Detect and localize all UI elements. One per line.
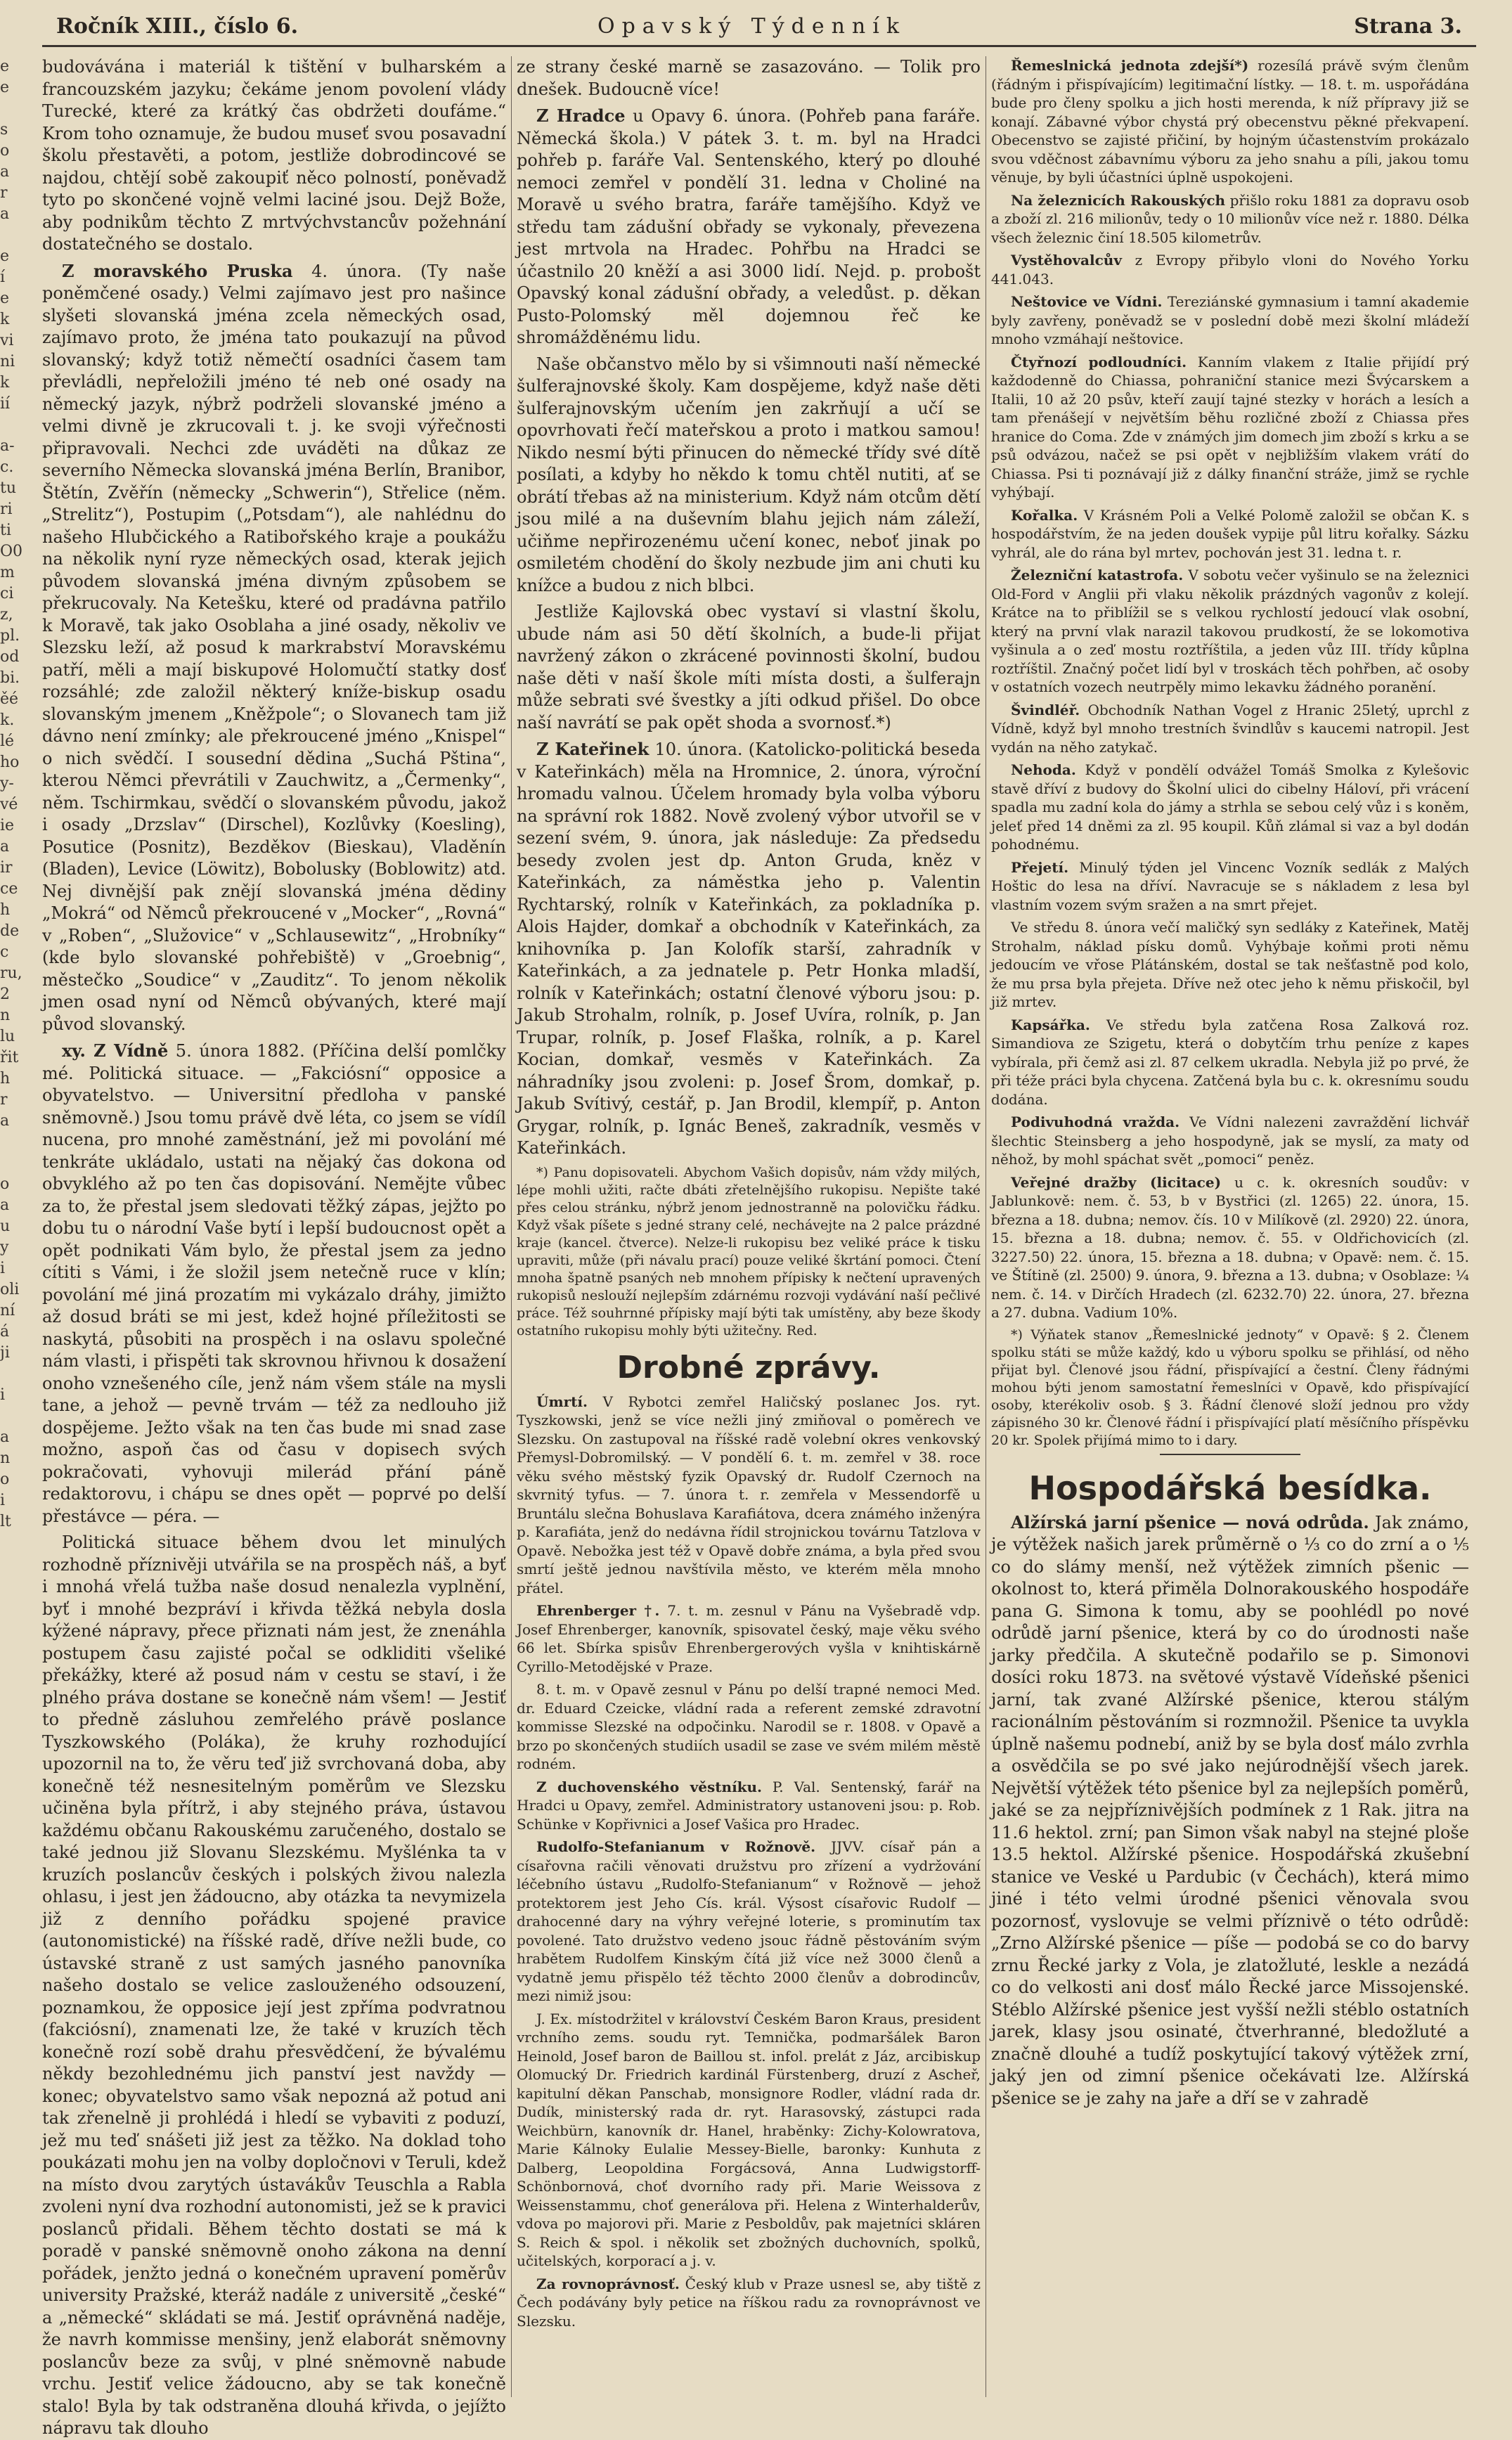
article xyxy=(991,353,1469,502)
article-text: Minulý týden jel Vincenc Vozník sedlák z Malých Hoštic do lesa na dříví. Navracuje se s nákladem z lesa byl vlastním vozem svým sražen a na smrt přejet. xyxy=(991,858,1469,913)
article-text: V Rybotci zemřel Haličský poslanec Jos. ryt. Tyszkowski, jenž se více nežli jiný zmiňoval o poměrech ve Slezsku. On zastupoval na říšské radě volební okres venkovský Přemysl-Dobromilský. — V pondělí 6. t. m. zemřel v 38. roce věku svého městský fyzik Opavský dr. Rudolf Czernoch na skvrnitý tyfus. — 7. února t. r. zemřela v Messendorfě u Bruntálu slečna Bohuslava Karafiátova, dcera známého inženýra p. Karafiáta, jenž do nedávna řídil strojnickou továrnu Tatzlova v Opavě. Nebožka jest též v Opavě dobře známa, a byla před svou smrtí ještě jednou navštívila město, ve kterém měla mnoho přátel. xyxy=(517,1393,981,1596)
article-text: Naše občanstvo mělo by si všimnouti naší německé šulferajnovské školy. Kam dospějeme, když naše děti šulferajnovským učením jen zakrňují a učí se opovrhovati řečí mateřskou a proto i matkou samou! Nikdo nesmí býti přinucen do německé třídy své dítě posílati, a kdyby ho někdo k tomu chtěl nutiti, ať se obrátí třebas až na ministerium. Když nám otcům dětí jsou milé a na duševním blahu jejich nám záleží, učiňme nepřirozenému učení konec, neboť jinak po osmiletém chodění do školy nezbude jim ani chuti ku knížce a budou z nich blbci. xyxy=(517,354,981,595)
margin-fragment: y xyxy=(0,1239,9,1256)
margin-fragment: y- xyxy=(0,775,14,792)
article-heading: Alžírská jarní pšenice — nová odrůda. xyxy=(1011,1511,1369,1532)
article xyxy=(991,1016,1469,1109)
article xyxy=(517,601,981,734)
article-heading: Kořalka. xyxy=(1011,506,1078,524)
article xyxy=(42,1040,506,1528)
margin-fragment: lé xyxy=(0,732,15,750)
article xyxy=(517,1778,981,1834)
article xyxy=(517,2010,981,2271)
article xyxy=(517,738,981,1160)
margin-fragment: ci xyxy=(0,585,14,602)
article-text: Český klub v Praze usnesl se, aby tiště z Čech podávány byly petice na říškou radu za rovnoprávnost ve Slezsku. xyxy=(517,2275,981,2330)
article xyxy=(517,1601,981,1676)
margin-fragment: ce xyxy=(0,880,18,898)
article-heading: Železniční katastrofa. xyxy=(1011,567,1184,583)
margin-fragment: ji xyxy=(0,1344,10,1362)
article-heading: Nehoda. xyxy=(1011,761,1076,778)
margin-fragment: n xyxy=(0,1007,11,1024)
article xyxy=(517,2275,981,2331)
article-heading: Úmrtí. xyxy=(536,1393,588,1410)
article-heading: xy. Z Vídně xyxy=(62,1040,169,1061)
article xyxy=(991,918,1469,1012)
margin-fragment: e xyxy=(0,247,10,265)
article xyxy=(991,1113,1469,1169)
article xyxy=(42,260,506,1036)
article-heading: Kapsářka. xyxy=(1011,1016,1090,1033)
margin-fragment: ni xyxy=(0,353,15,370)
article-text: Obchodník Nathan Vogel z Hranic 25letý, uprchl z Vídně, když byl mnoho trestních švindlův s kaucemi natropil. Jest vydán na něho zatykač. xyxy=(991,701,1469,756)
margin-fragment: oli xyxy=(0,1281,20,1298)
margin-fragment: pl. xyxy=(0,627,20,645)
margin-fragment: ru, xyxy=(0,964,22,982)
margin-fragment: a xyxy=(0,205,10,223)
margin-fragment: h xyxy=(0,901,11,919)
margin-fragment: a- xyxy=(0,437,15,455)
article-heading: Podivuhodná vražda. xyxy=(1011,1114,1180,1130)
margin-fragment: u xyxy=(0,1218,11,1235)
margin-fragment: r xyxy=(0,184,8,202)
article-text: budovávána i materiál k tištění v bulharském a francouzském jazyku; čekáme jenom povolení vlády Turecké, které za krátký čas obdržeti doufáme.“ Krom toho oznamuje, že budou museť svou posavadní školu přestavěti, a potom, jestliže dobrodincové se najdou, chtějí sobě zakoupiť něco polností, poněvadž tyto po skončené vojně velmi laciné jsou. Dejž Bože, aby podnikům těchto Z mrtvýchvstancův požehnání dostatečného se dostalo. xyxy=(42,57,506,254)
margin-fragment: a xyxy=(0,1196,10,1214)
page-header xyxy=(42,10,1476,42)
margin-fragment: ir xyxy=(0,859,13,877)
margin-fragment: r xyxy=(0,1091,8,1109)
column-1 xyxy=(42,56,506,2438)
margin-fragment xyxy=(0,225,28,246)
margin-fragment: de xyxy=(0,922,20,940)
article-text: *) Výňatek stanov „Řemeslnické jednoty“ v Opavě: § 2. Členem spolku státi se může každý, kdo u výboru spolku se přihlásí, od něho přijat byl. Členové jsou řádní, přispívající a čestní. Členy řádnými mohou býti jenom samostatní řemeslníci v Opavě, kdo přispívající osoby, kterékoliv osob. § 3. Řádní členové složí jednou pro vždy zápisného 30 kr. Členové řádní i přispívající platí měsíčního příspěvku 20 kr. Spolek přijímá mimo to i dary. xyxy=(991,1326,1469,1448)
margin-fragment: i xyxy=(0,1386,6,1404)
margin-fragment: e xyxy=(0,58,10,75)
margin-fragment xyxy=(0,98,28,120)
article-text: *) Panu dopisovateli. Abychom Vašich dopisův, nám vždy milých, lépe mohli užiti, račte dbáti zřetelnějšího rukopisu. Nepište také přes celou stránku, nýbrž jenom jednostranně na polovičku řádku. Když však píšete s jedné strany celé, nechávejte na 2 palce prázdné kraje (kancel. čtverce). Nelze-li rukopisu bez veliké práce k tisku upraviti, může (při návalu prací) pouze veliké škrtání pomoci. Čtení mnoha špatně psaných neb mnohem přípisky k nečtení upravených rukopisů neslouží nejlepším zdárnému rozvoji vydávání naší pečlivé práce. Též souhrnné přípisky mají býti tak umístěny, aby beze škody ostatního rukopisu mohly býti užitečny. Red. xyxy=(517,1164,981,1338)
article-text: 7. t. m. zesnul v Pánu na Vyšebradě vdp. Josef Ehrenberger, kanovník, spisovatel český, maje věku svého 66 let. Sbírka spisův Ehrenbergerových vyšla v knihtiskárně Cyrillo-Metodějské v Praze. xyxy=(517,1602,981,1675)
article xyxy=(991,1511,1469,2110)
margin-fragment: bi. xyxy=(0,669,20,687)
article xyxy=(517,1838,981,2006)
footnote xyxy=(517,1164,981,1340)
margin-fragment: c xyxy=(0,943,9,961)
article-heading: Z duchovenského věstníku. xyxy=(536,1778,763,1795)
section-title: Hospodářská besídka. xyxy=(1028,1468,1432,1507)
column-2 xyxy=(517,56,981,2397)
margin-fragment: lt xyxy=(0,1513,11,1530)
margin-fragment: k xyxy=(0,374,10,392)
margin-fragment: a xyxy=(0,1428,10,1446)
article xyxy=(991,566,1469,697)
article xyxy=(991,56,1469,187)
article xyxy=(517,56,981,101)
margin-fragment: o xyxy=(0,1471,10,1488)
margin-fragment: s xyxy=(0,121,8,138)
margin-fragment: ní xyxy=(0,1302,15,1319)
margin-fragment xyxy=(0,1132,28,1153)
margin-fragment: a xyxy=(0,1112,10,1130)
margin-fragment: ho xyxy=(0,754,20,771)
article xyxy=(991,858,1469,915)
margin-fragment: od xyxy=(0,648,20,666)
article xyxy=(517,1680,981,1774)
article-text: Když v pondělí odvážel Tomáš Smolka z Kylešovic stavě dříví z budovy do Školní ulici do cibelny Háloví, při vrácení spadla mu zadní kola do jámy a strhla se sebou celý vůz i s koněm, jeleť před 14 dněmi za zl. 95 koupil. Kůň zlámal si vaz a byl dodán pohodnému. xyxy=(991,761,1469,853)
column-divider xyxy=(511,56,512,2397)
article-text: V Krásném Poli a Velké Polomě založil se občan K. s hospodářstvím, že na jeden doušek vypije půl litru kořalky. Sázku vyhrál, ale do rána byl mrtev, pochován jest 31. ledna t. r. xyxy=(991,506,1469,561)
margin-fragment: e xyxy=(0,79,10,96)
article-heading: Z Hradce xyxy=(536,105,626,126)
article xyxy=(991,292,1469,349)
margin-fragment: a xyxy=(0,838,10,856)
article-heading: Z moravského Pruska xyxy=(62,260,293,281)
margin-fragment xyxy=(0,1153,28,1174)
article-heading: Neštovice ve Vídni. xyxy=(1011,293,1163,310)
page-number: Strana 3. xyxy=(1354,14,1462,39)
article xyxy=(517,105,981,349)
article-heading: Za rovnoprávnosť. xyxy=(536,2275,680,2292)
margin-fragment: i xyxy=(0,1492,6,1509)
article xyxy=(991,251,1469,288)
article-text: J. Ex. místodržitel v království Českém Baron Kraus, president vrchního zems. soudu ryt. Temnička, podmaršálek Baron Heinold, Josef baron de Baillou st. infol. prelát z Jáz, arcibiskup Olomucký Dr. Friedrich kardinál Fürstenberg, druzí z Ascheř, kapitulní děkan Panschab, monsignore Rodler, vládní rada dr. Dudík, ministerský rada dr. ryt. Harasovský, zástupci rada Weichbürn, kanovník dr. Hanel, hraběnky: Zichy-Kolowratova, Marie Kálnoky Eulalie Messey-Bielle, baronky: Kunhuta z Dalberg, Leopoldina Forgácsová, Anna Ludwigstorff-Schönbornová, choť dvorního rady při. Marie Weissova z Weissenstammu, choť generálova při. Helena z Winterhalderův, vdova po majorovi při. Marie z Pesboldův, pak majetníci skláren S. Reich & spol. i několik set zbožných duchovních, spolků, učitelských, korporací a j. v. xyxy=(517,2010,981,2269)
margin-fragment: í xyxy=(0,269,6,286)
margin-fragment: vé xyxy=(0,796,18,813)
issue-number: Ročník XIII., číslo 6. xyxy=(56,14,299,39)
newspaper-title: Opavský Týdenník xyxy=(597,14,907,39)
footnote xyxy=(991,1326,1469,1450)
article-text: ze strany české marně se zasazováno. — Tolik pro dnešek. Budoucně více! xyxy=(517,57,981,99)
margin-fragment: z, xyxy=(0,606,13,624)
margin-fragment: ií xyxy=(0,395,11,413)
margin-fragment: n xyxy=(0,1450,11,1467)
article xyxy=(991,506,1469,562)
article-text: rozesílá právě svým členům (řádným i přispívajícím) legitimační lístky. — 18. t. m. uspořádána bude pro členy spolku a jich hosti merenda, k níž přípravy již se konají. Zábavné výbor chystá prý obecenstvu pěkné překvapení. Obecenstvo se zajisté přičiní, by hojným účastenstvím prokázalo svou vděčnost zábavnímu výboru za jeho snahu a píli, jakou tomu věnuje, by byli účastníci úplně uspokojeni. xyxy=(991,57,1469,186)
article-text: P. Val. Sentenský, farář na Hradci u Opavy, zemřel. Administratory ustanoveni jsou: p. Rob. Schünke v Kopřivnici a Josef Vašica pro Hradec. xyxy=(517,1778,981,1833)
article-heading: Řemeslnická jednota zdejší*) xyxy=(1011,57,1249,74)
margin-fragment: vi xyxy=(0,332,14,349)
article xyxy=(517,354,981,598)
article-text: 4. února. (Ty naše poněmčené osady.) Velmi zajímavo jest pro našince slyšeti slovanská jména zcela německých osad, zajímavo proto, že jména tato poukazují na původ slovanský; když totiž němečtí osadníci časem tam převládli, nepřeložili jméno té neb oné osady na německý jazyk, nýbrž podrželi slovanské jméno a velmi divně je zkrucovali t. j. ke svoji výřečnosti připravovali. Nechci zde uváděti na důkaz ze severního Německa slovanská jména Berlín, Branibor, Štětín, Zvěřín (německy „Schwerin“), Střelice (něm. „Strelitz“), Postupim („Potsdam“), ale nahlédnu do našeho Hlubčického a Ratibořského kraje a poukážu na několik nyní ryze německých osad, kterak jejich původem slovanská jména divným způsobem se překrucovaly. Na Ketešku, které od pradávna patřilo k Moravě, tak jako Osoblaha a jiné osady, několiv ve Slezsku leží, až posud k markrabství Moravskému patří, měli a mají biskupové Holomučtí statky dosť rozsáhlé; zde založil některý kníže-biskup osadu slovanským jmenem „Kněžpole“; o Slovanech tam již dávno není zmínky; ale překroucené jméno „Knispel“ o nich svědčí. I sousední dědina „Suchá Pština“, kterou Němci převrátili v Zauchwitz, a „Čermenky“, něm. Tschirmkau, svědčí o slovanském původu, jakož i osady „Drzslav“ (Dirschel), Kozlůvky (Koesling), Posutice (Posnitz), Bezděkov (Bieskau), Vladěnín (Bladen), Levice (Löwitz), Bobolusky (Boblowitz) atd. Nej divnější pak znějí slovanská jména dědiny „Mokrá“ od Němců překroucené v „Mocker“, „Rovná“ v „Roben“, „Služovice“ v „Schlausewitz“, „Hrobníky“ (kde bylo slovanské pohřebiště) v „Groebnig“, městečko „Soudice“ v „Zauditz“. To jenom několik jmen osad nyní od Němců obývaných, které mají původ slovanský. xyxy=(42,261,506,1034)
article-text: Ve středu 8. února večí maličký syn sedláky z Kateřinek, Matěj Strohalm, náklad písku domů. Vyhýbaje koňmi proti němu jedoucím ve vřose Plátánském, dostal se tak nešťastně pod kolo, že mu prsa byla přejeta. Dříve než otec jeho k němu přiskočil, byl již mrtev. xyxy=(991,919,1469,1010)
article-text: Jak známo, je výtěžek našich jarek průměrně o ⅓ co do zrní a o ⅕ co do slámy menší, než výtěžek zimních pšenic — okolnost to, která přiměla Dolnorakouského hospodáře pana G. Simona k tomu, aby se poohlédl po nové odrůdě jarní pšenice, která by co do úrodnosti naše jarky předčila. A skutečně podařilo se p. Simonovi dosíci roku 1873. na světové výstavě Vídeňské pšenici jarní, tak zvané Alžírské pšenice, kterou stálým racionálním pěstováním si rozmnožil. Pšenice ta uvykla úplně našemu podnebí, aniž by se byla dosť málo zvrhla a osvědčila se po své jako nejúrodnější všech jarek. Největší výtěžek této pšenice byl za nejlepších poměrů, jaké se za nejpříznivějších podmínek z 1 Rak. jitra na 11.6 hektol. zrní; pan Simon však nabyl na stejné ploše 13.5 hektol. Alžírské pšenice. Hospodářská zkušební stanice ve Veské u Pardubic (v Čechách), která mimo jiné i této velmi úrodné pšenici věnovala svou pozornosť, vyslovuje se velmi příznivě o této odrůdě: „Zrno Alžírské pšenice — píše — podobá se co do barvy zrnu Řecké jarky z Vola, je zlatožluté, leskle a nezádá co do velkosti ani dosť málo Řecké jarce Missojenské. Stéblo Alžírské pšenice jest vyšší nežli stéblo ostatních jarek, klasy jsou osinaté, čtverhranné, bledožluté a značně dlouhé a tudíž poskytující takový výtěžek zrní, jaký jen od zimní pšenice očekávati lze. Alžírská pšenice se je zahy na jaře a dří se v zahradě xyxy=(991,1512,1469,2108)
article-heading: Veřejné dražby (licitace) xyxy=(1011,1173,1222,1191)
margin-fragment: ti xyxy=(0,522,11,539)
margin-fragment: á xyxy=(0,1323,10,1341)
margin-fragment xyxy=(0,415,28,436)
margin-fragment: e xyxy=(0,290,10,307)
article-text: 10. února. (Katolicko-politická beseda v Kateřinkách) měla na Hromnice, 2. února, výroční hromadu valnou. Účelem hromady byla volba výboru na správní rok 1882. Nově zvolený výbor utvořil se v sezení svém, 9. února, jak následuje: Za předsedu besedy zvolen jest dp. Anton Gruda, kněz v Kateřinkách, za náměstka jeho p. Valentin Rychtarský, rolník v Kateřinkách, za pokladníka p. Alois Hajder, domkař a obchodník v Kateřinkách, za knihovníka p. Jan Kolofík starší, zahradník v Kateřinkách, a za jednatele p. Petr Honka mladší, rolník v Kateřinkách; ostatní členové výboru jsou: p. Jakub Strohalm, rolník, p. Josef Uvíra, rolník, p. Jan Trupar, rolník, p. Josef Flaška, rolník, a p. Karel Kocian, domkař, vesměs v Kateřinkách. Za náhradníky jsou zvoleni: p. Josef Šrom, domkař, p. Jakub Svítivý, cestář, p. Jan Brodil, klempíř, p. Anton Grygar, rolník, p. Ignác Beneš, zakradník, vesměs v Kateřinkách. xyxy=(517,740,981,1158)
header-rule xyxy=(42,45,1476,47)
article-heading: Přejetí. xyxy=(1011,858,1069,876)
margin-fragment: ie xyxy=(0,817,15,834)
section-divider xyxy=(1160,1454,1300,1455)
article-text: přišlo roku 1881 za dopravu osob a zboží zl. 216 milionův, tedy o 10 milionův více než r. 1880. Délka všech železnic činí 18.505 kilometrův. xyxy=(991,191,1469,246)
article xyxy=(991,701,1469,757)
margin-fragment: ěé xyxy=(0,690,19,708)
article-heading: Švindléř. xyxy=(1011,701,1080,718)
article-text: z Evropy přibylo vloni do Nového Yorku 441.043. xyxy=(991,252,1469,288)
margin-fragment: 2 xyxy=(0,986,10,1003)
article-heading: Ehrenberger †. xyxy=(536,1602,660,1619)
article-text: u c. k. okresních soudův: v Jablunkově: nem. č. 53, b v Bystřici (zl. 1265) 22. února, 15. března a 18. dubna; nemov. čís. 10 v Milíkově (zl. 2920) 22. února, 15. března a 18. dubna; nemov. č. 55. v Oldřichovicích (zl. 3227.50) 22. února, 15. března a 18. dubna; v Opavě: nem. č. 15. ve Štítině (zl. 2500) 9. února, 9. března a 13. dubna; v Osoblaze: ¼ nem. č. 14. v Dirčích Hradech (zl. 6232.70) 22. února, 27. března a 27. dubna. Vadium 10%. xyxy=(991,1173,1469,1321)
margin-fragment: řit xyxy=(0,1049,19,1066)
margin-fragment: o xyxy=(0,142,10,160)
article xyxy=(991,1173,1469,1322)
margin-fragment-strip xyxy=(0,56,28,2397)
article-heading: Na železnicích Rakouských xyxy=(1011,191,1226,209)
margin-fragment: lu xyxy=(0,1028,15,1045)
article-heading: Vystěhovalcův xyxy=(1011,252,1122,269)
column-3 xyxy=(991,56,1469,2397)
article-text: Ve středu byla zatčena Rosa Zalková roz. Simandiova ze Szigetu, která o dobytčím trhu peníze z kapes vybírala, při čemž asi zl. 87 celkem ukradla. Nebyla již po prvé, že při téže práci byla chycena. Zatčená byla bu c. k. okresnímu soudu dodána. xyxy=(991,1016,1469,1108)
article-text: 5. února 1882. (Příčina delší pomlčky mé. Politická situace. — „Fakciósní“ opposice a obyvatelstvo. — Universitní předloha v panské sněmovně.) Jsou tomu právě dvě léta, co jsem se vídíl nucena, pro mnohé zaměstnání, jež mi povolání mé tenkráte ukládalo, ustati na nějaký čas dokona od obvyklého až po ten čas dopisování. Nemějte vůbec za to, že přestal jsem sledovati těžký zápas, jejžto po dobu tu o národní Vaše bytí i lepší budoucnost opět a opět podnikati Vám bylo, že přestal jsem za jedno cítiti s Vámi, i že složil jsem netečně ruce v klín; povolání mé jiná prozatím mi vykázalo dráhy, jimižto až dosud bráti se mi jest, kdež hojné příležitosti se naskytá, působiti na prospěch i na oslavu společné nám vlasti, i přispěti tak skrovnou hřivnou k dosažení onoho vznešeného cíle, jenž nám všem stále na mysli tane, a jehož — pevně trvám — též za nedlouho již dospějeme. Ježto však na ten čas bude mi snad zase možno, aspoň čas od času v dopisech svých pokračovati, vyhovuji milerád přání páně redaktorovu, i chápu se dnes opět — poprvé po delší přestávce — péra. — xyxy=(42,1041,506,1526)
article-text: Ve Vídni nalezeni zavraždění lichvář šlechtic Steinsberg a jeho hospodyně, jak se myslí, za maty od něhož, by mohl spáchat svět „pomoci“ peněz. xyxy=(991,1114,1469,1168)
margin-fragment: ri xyxy=(0,501,13,518)
article-text: V sobotu večer vyšinulo se na železnici Old-Ford v Anglii při vlaku několik prázdných vagonův z kolejí. Krátce na to přiblížil se s velkou rychlostí jedoucí vlak osobní, který na první vlak narazil takovou prudkostí, že se lokomotiva vyšinula a o zeď mostu roztříštila, a jeden vůz III. třídy kůplna roztříštil. Značný počet lidí byl v troskách těch pohřben, ač osoby v ostatních vozech neutrpěly mimo lekavku žádného poranění. xyxy=(991,567,1469,695)
article-text: 8. t. m. v Opavě zesnul v Pánu po delší trapné nemoci Med. dr. Eduard Czeicke, vládní rada a referent zemské zdravotní kommisse Slezské na odpočinku. Narodil se r. 1808. v Opavě a brzo po skončených studiích usadil se zase ve svém milém městě rodném. xyxy=(517,1681,981,1772)
margin-fragment: c. xyxy=(0,458,14,476)
margin-fragment: O0 xyxy=(0,543,23,560)
margin-fragment: k xyxy=(0,311,10,328)
section-title: Drobné zprávy. xyxy=(616,1349,881,1386)
margin-fragment: o xyxy=(0,1175,10,1193)
article-text: JJVV. císař pán a císařovna račili věnovati družstvu pro zřízení a vydržování léčebního ústavu „Rudolfo-Stefanianum“ v Rožnově — jehož protektorem jest Jeho Cís. král. Výsost císařovic Rudolf — drahocenné dary na výhry veřejné loterie, s prominutím tax povolené. Tato družstvo vedeno jsouc řádně pěstováním svým hrabětem Rudolfem Kinským čítá již více než 3000 členů a vydatně jemu přispělo též těchto 2000 členův a dobrodincův, mezi nimiž jsou: xyxy=(517,1838,981,2004)
margin-fragment: m xyxy=(0,564,15,581)
margin-fragment xyxy=(0,1406,28,1427)
article xyxy=(517,1393,981,1598)
margin-fragment: tu xyxy=(0,479,17,497)
article xyxy=(42,56,506,256)
article-heading: Z Kateřinek xyxy=(536,739,650,759)
article-heading: Rudolfo-Stefanianum v Rožnově. xyxy=(536,1838,816,1855)
article xyxy=(42,1532,506,2440)
article-text: Kanním vlakem z Italie přijídí prý každodenně do Chiassa, pohraniční stanice mezi Švýcarskem a Italii, 10 až 20 psův, kteří zaují tajné stezky v horách a lesích a tam přenášejí v největším běhu rozličné zboží z Chiassa přes hranice do Coma. Zde v známých jim domech jim zboží s krku a se psů odvázou, načež se psi opět v nejbližším vlakem vrátí do Chiassa. Psi ti poznávají již z dálky finanční stráže, jimž se rychle vyhýbají. xyxy=(991,353,1469,501)
article-text: u Opavy 6. února. (Pohřeb pana faráře. Německá škola.) V pátek 3. t. m. byl na Hradci pohřeb p. faráře Val. Sentenského, který po dlouhé nemoci zemřel v pondělí 31. ledna v Choliné na Moravě u svého bratra, faráře tamějšího. Když ve středu tam zádušní obřady se vykonaly, převezena jest mrtvola na Hradec. Pohřbu na Hradci se účastnilo 20 kněží a asi 3000 lidí. Nejd. p. probošt Opavský konal zádušní obřady, a veledůst. p. děkan Pusto-Polomský měl dojemnou řeč ke shromážděnému lidu. xyxy=(517,106,981,347)
margin-fragment: h xyxy=(0,1070,11,1087)
article-text: Tereziánské gymnasium i tamní akademie byly zavřeny, poněvadž se v poslední době mezi školní mládeží mnoho vzmáhají neštovice. xyxy=(991,293,1470,347)
article xyxy=(991,191,1469,247)
article-heading: Čtyřnozí podloudníci. xyxy=(1011,353,1187,370)
margin-fragment: a xyxy=(0,163,10,181)
article-text: Jestliže Kajlovská obec vystaví si vlastní školu, ubude nám asi 50 dětí školních, a bude-li přijat navržený zákon o zkrácené povinnosti školní, budou naše děti v naší škole míti místa dosti, a šulferajn může sebrati své švestky a jíti odkud přišel. Do obce naší navrátí se pak opět shoda a svornosť.*) xyxy=(517,602,981,732)
margin-fragment: k. xyxy=(0,711,15,729)
article-text: Politická situace během dvou let minulých rozhodně příznivěji utvářila se na prospěch náš, a byť i mnohá vřelá tužba naše dosud nenalezla vyplnění, byť i mnohé bezpráví i křivda těžká nebyla dosla kýžené nápravy, přece přiznati nám jest, že znenáhla postupem času zajisté počal se odkliditi všeliké překážky, které až posud nám v cestu se staví, i že plného práva dostane se konečně nám všem! — Jestiť to předně zásluhou zemřelého právě poslance Tyszkowského (Poláka), že kruhy rozhodující upozornil na to, že věru teď již svrchovaná doba, aby konečně též nesnesitelným poměrům ve Slezsku učiněna byla přítrž, i aby stejného práva, ústavou každému občanu Rakouskému zaručeného, dostalo se také jednou již Slovanu Slezskému. Myšlénka ta v kruzích poslancův českých i polských živou nalezla ohlasu, i jest jen žádoucno, aby otázka ta nevymizela již z denního pořádku spojené pravice (autonomistické) na říšské radě, dříve nežli bude, co ústavské straně z ust samých jasného panovníka našeho dostalo se velice zaslouženého odsouzení, poznamkou, že opposice její jest zpříma podvratnou (fakciósní), znamenati lze, že také v kruzích těch konečně rozí sobě drahu přesvědčení, že bývalému někdy bezohlednému jich panství jest navždy — konec; obyvatelstvo samo však nepozná až potud ani tak zřenelně ji prohlédá i hledí se vybaviti z poduzí, jež mu teď snášeti již jest za těžko. Na doklad toho poukázati mohu jen na volby dopločnovi v Teruli, kdež na místo dvou zarytých ústavákův Teuschla a Rabla zvoleni nyní dva rozhodní autonomisti, jež se k pravici poslanců přidali. Během těchto dostati se má k poradě v panské sněmovně onoho zákona na denní pořádek, jenžto jedná o konečném upravení poměrův university Pražské, kteráž nadále z universitě „české“ a „německé“ skládati se má. Jestiť oprávněná naděje, že navrh kommisse menšiny, jenž elaborát sněmovny poslancův beze za svůj, v plné sněmovně nabude vrchu. Jestiť velice žádoucno, aby se tak konečně stalo! Byla by tak odstraněna dlouhá křivda, o jejížto nápravu tak dlouho xyxy=(42,1532,506,2438)
margin-fragment xyxy=(0,1364,28,1385)
margin-fragment: i xyxy=(0,1260,6,1277)
article xyxy=(991,761,1469,854)
